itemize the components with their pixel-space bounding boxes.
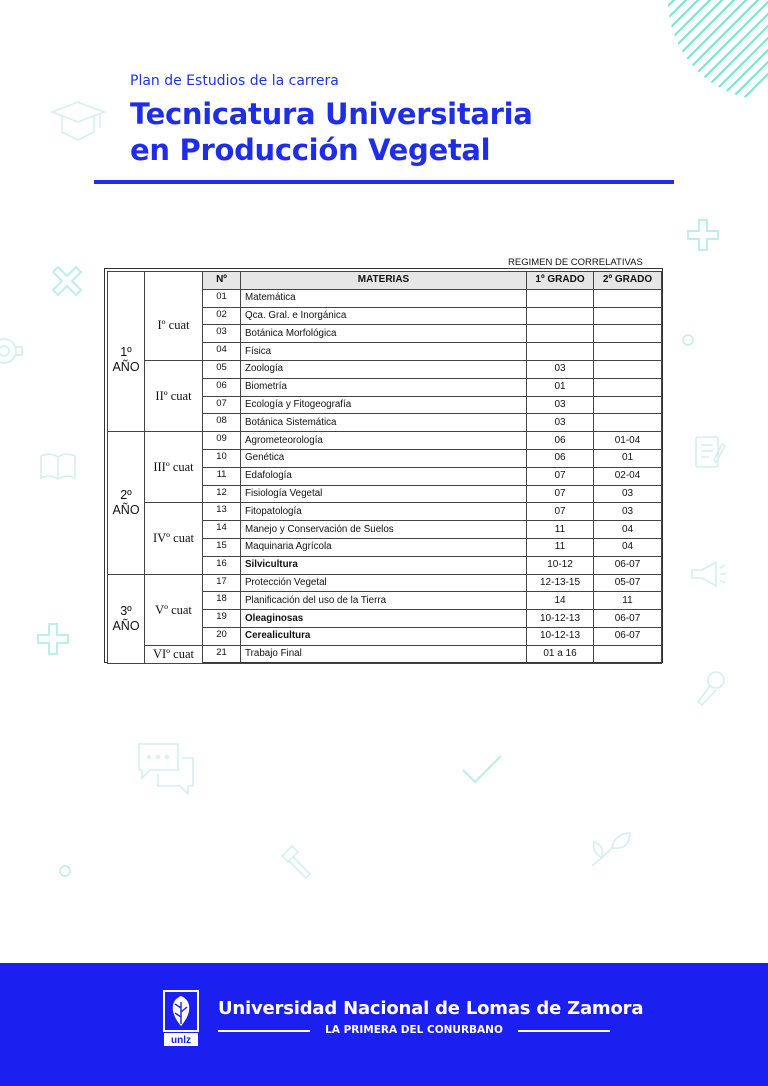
study-plan-table [107,271,662,664]
book-icon [38,450,78,482]
circle-dot-icon [681,333,695,347]
row-grado1: 11 [527,538,594,556]
row-grado2 [594,289,662,307]
row-grado1: 06 [527,432,594,450]
microphone-icon [694,668,728,708]
row-grado1 [527,289,594,307]
row-grado1: 10-12-13 [527,627,594,645]
row-grado1: 12-13-15 [527,574,594,592]
row-num: 20 [203,627,241,645]
row-grado1: 03 [527,360,594,378]
header-num: Nº [203,272,241,290]
logo-text: unlz [171,1035,191,1046]
row-grado1 [527,343,594,361]
cuat-cell-6: VIº cuat [145,645,203,663]
row-grado1: 03 [527,396,594,414]
year-cell-1: 1º AÑO [108,289,145,431]
cuat-cell-4: IVº cuat [145,503,203,574]
year-cell-2: 2º AÑO [108,432,145,574]
row-num: 17 [203,574,241,592]
row-materia: Planificación del uso de la Tierra [241,592,527,610]
table-row [108,360,662,378]
row-materia: Edafología [241,467,527,485]
cuat-cell-5: Vº cuat [145,574,203,645]
row-num: 13 [203,503,241,521]
row-num: 18 [203,592,241,610]
row-grado1: 06 [527,449,594,467]
graduation-cap-icon [48,98,108,146]
row-grado2 [594,645,662,663]
row-grado2: 11 [594,592,662,610]
row-grado1 [527,307,594,325]
row-num: 06 [203,378,241,396]
header-blank-cuat [145,272,203,290]
close-x-icon [50,264,84,298]
row-grado1: 14 [527,592,594,610]
header-grado2: 2º GRADO [594,272,662,290]
chat-icon [136,740,196,798]
row-materia: Zoología [241,360,527,378]
row-materia: Fitopatología [241,503,527,521]
row-num: 11 [203,467,241,485]
row-grado2 [594,307,662,325]
row-grado2: 03 [594,503,662,521]
row-materia: Matemática [241,289,527,307]
gear-icon [0,326,28,376]
row-grado2: 02-04 [594,467,662,485]
row-num: 21 [203,645,241,663]
row-grado1: 07 [527,503,594,521]
clipboard-icon [692,432,728,472]
plus-icon [686,218,720,252]
university-logo-icon [163,990,199,1047]
row-grado2: 01 [594,449,662,467]
page-title [130,96,533,168]
row-num: 07 [203,396,241,414]
cuat-cell-1: Iº cuat [145,289,203,360]
row-materia: Cerealicultura [241,627,527,645]
check-icon [460,752,504,786]
row-num: 01 [203,289,241,307]
cuat-cell-2: IIº cuat [145,360,203,431]
row-grado2 [594,396,662,414]
table-header-row [108,272,662,290]
row-grado1: 10-12-13 [527,610,594,628]
circle-dot-icon [58,864,72,878]
table-row [108,503,662,521]
title-line-2: en Producción Vegetal [130,133,491,167]
row-materia: Protección Vegetal [241,574,527,592]
row-grado2 [594,325,662,343]
row-grado2: 05-07 [594,574,662,592]
row-materia: Maquinaria Agrícola [241,538,527,556]
row-materia: Biometría [241,378,527,396]
header-grado1: 1º GRADO [527,272,594,290]
row-grado2: 06-07 [594,610,662,628]
row-grado2: 04 [594,538,662,556]
row-materia: Botánica Sistemática [241,414,527,432]
table-caption: REGIMEN DE CORRELATIVAS [508,257,643,268]
row-num: 02 [203,307,241,325]
header-materias: MATERIAS [241,272,527,290]
row-num: 15 [203,538,241,556]
row-num: 05 [203,360,241,378]
row-grado1: 10-12 [527,556,594,574]
row-num: 10 [203,449,241,467]
row-num: 03 [203,325,241,343]
university-slogan: LA PRIMERA DEL CONURBANO [325,1024,503,1036]
row-grado1: 07 [527,467,594,485]
row-grado1: 03 [527,414,594,432]
row-materia: Qca. Gral. e Inorgánica [241,307,527,325]
row-materia: Botánica Morfológica [241,325,527,343]
cuat-cell-3: IIIº cuat [145,432,203,503]
header-divider [94,180,674,184]
table-row [108,432,662,450]
row-grado2 [594,343,662,361]
year-cell-3: 3º AÑO [108,574,145,663]
row-grado1 [527,325,594,343]
row-grado2: 01-04 [594,432,662,450]
stripes-decoration-icon [660,0,768,110]
row-materia: Oleaginosas [241,610,527,628]
header-blank-year [108,272,145,290]
table-row [108,574,662,592]
table-row [108,645,662,663]
row-grado1: 07 [527,485,594,503]
row-materia: Manejo y Conservación de Suelos [241,521,527,539]
row-grado2 [594,378,662,396]
row-grado1: 01 a 16 [527,645,594,663]
megaphone-icon [688,557,728,591]
row-num: 09 [203,432,241,450]
row-num: 12 [203,485,241,503]
row-grado1: 11 [527,521,594,539]
row-grado1: 01 [527,378,594,396]
row-materia: Ecología y Fitogeografía [241,396,527,414]
row-materia: Agrometeorología [241,432,527,450]
row-grado2: 06-07 [594,556,662,574]
row-num: 16 [203,556,241,574]
row-materia: Genética [241,449,527,467]
row-materia: Silvicultura [241,556,527,574]
row-grado2 [594,414,662,432]
row-grado2: 06-07 [594,627,662,645]
row-num: 14 [203,521,241,539]
row-num: 08 [203,414,241,432]
title-line-1: Tecnicatura Universitaria [130,97,533,131]
table-row [108,289,662,307]
row-num: 04 [203,343,241,361]
row-materia: Física [241,343,527,361]
leaf-icon [588,830,634,870]
row-grado2: 03 [594,485,662,503]
university-name: Universidad Nacional de Lomas de Zamora [218,998,644,1019]
row-grado2: 04 [594,521,662,539]
row-num: 19 [203,610,241,628]
row-materia: Trabajo Final [241,645,527,663]
row-materia: Fisiología Vegetal [241,485,527,503]
plus-icon [36,622,70,656]
row-grado2 [594,360,662,378]
header-subtitle: Plan de Estudios de la carrera [130,73,339,89]
gavel-icon [276,842,316,882]
